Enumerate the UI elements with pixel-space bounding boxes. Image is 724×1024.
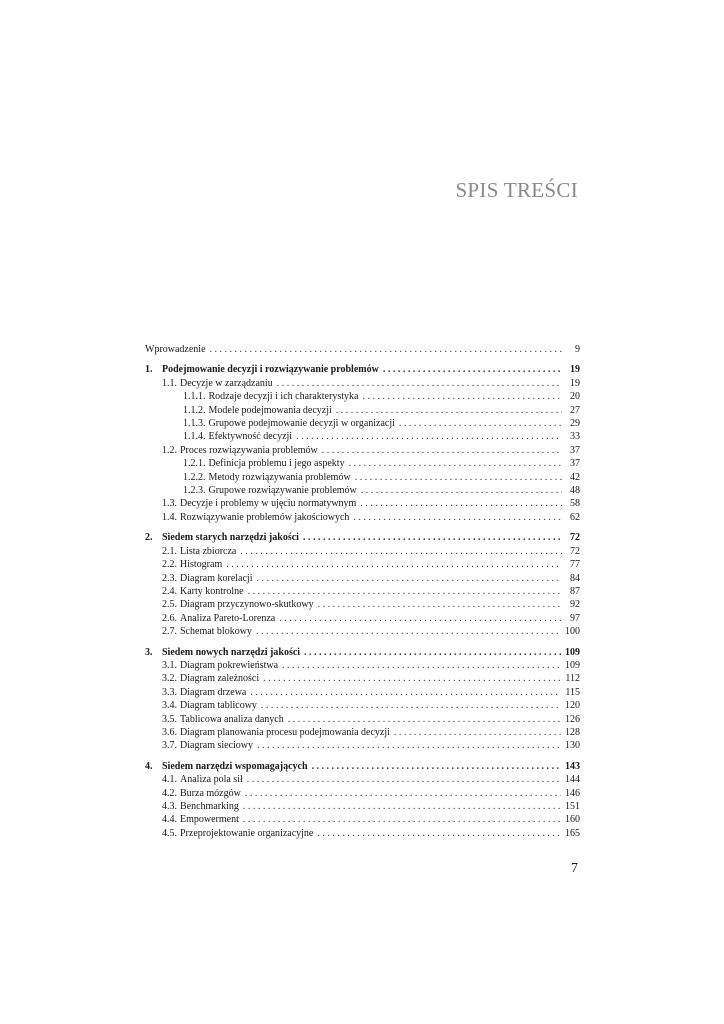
dot-leader (245, 787, 561, 800)
page-number: 7 (571, 861, 578, 876)
dot-leader (349, 457, 562, 470)
toc-entry (145, 497, 580, 510)
toc-entry-title: Empowerment (180, 814, 239, 826)
toc-entry-title: Analiza pola sił (180, 774, 243, 786)
toc-entry-title: Siedem starych narzędzi jakości (162, 532, 299, 544)
dot-leader (247, 773, 561, 786)
toc-entry-number: 3.4. (162, 700, 177, 712)
toc-entry-page: 62 (570, 511, 580, 523)
toc-entry-page: 19 (570, 377, 580, 389)
toc-entry (145, 827, 580, 840)
toc-entry-number: 2.3. (162, 572, 177, 584)
toc-entry-number: 1.1.3. (183, 418, 206, 430)
toc-entry (145, 531, 580, 544)
toc-entry-page: 130 (565, 740, 580, 752)
toc-entry-title: Efektywność decyzji (208, 431, 293, 443)
toc-entry-title: Analiza Pareto-Lorenza (180, 612, 276, 624)
dot-leader (279, 612, 562, 625)
dot-leader (210, 343, 562, 356)
toc-entry-title: Siedem nowych narzędzi jakości (162, 646, 301, 658)
toc-entry-number: 1.2.1. (183, 458, 206, 470)
toc-entry-number: 3.1. (162, 659, 177, 671)
toc-entry (145, 363, 580, 376)
table-of-contents (145, 343, 580, 840)
toc-entry-number: 1. (145, 364, 153, 376)
toc-entry-number: 4.3. (162, 801, 177, 812)
dot-leader (248, 585, 562, 598)
toc-entry-title: Rozwiązywanie problemów jakościowych (180, 511, 350, 523)
toc-entry-number: 4. (145, 760, 153, 772)
dot-leader (226, 558, 562, 571)
page-title: SPIS TREŚCI (455, 178, 578, 202)
dot-leader (303, 531, 562, 544)
toc-entry-number: 3.7. (162, 740, 177, 752)
toc-entry-number: 1.2.3. (183, 485, 206, 497)
toc-entry (145, 773, 580, 786)
toc-entry (145, 484, 580, 497)
toc-entry-title: Przeprojektowanie organizacyjne (180, 827, 314, 839)
toc-entry-page: 146 (565, 787, 580, 799)
dot-leader (336, 404, 562, 417)
toc-entry-title: Histogram (180, 559, 223, 571)
toc-entry-title: Podejmowanie decyzji i rozwiązywanie problemów (162, 364, 379, 376)
toc-entry-page: 120 (565, 700, 580, 712)
toc-entry (145, 726, 580, 739)
dot-leader (394, 726, 561, 739)
toc-entry (145, 511, 580, 524)
section-gap (145, 639, 580, 646)
dot-leader (288, 713, 561, 726)
toc-entry (145, 558, 580, 571)
toc-entry-page: 126 (565, 713, 580, 725)
toc-entry-title: Definicja problemu i jego aspekty (208, 458, 345, 470)
toc-entry-title: Diagram korelacji (180, 572, 253, 584)
toc-entry-page: 37 (570, 444, 580, 456)
dot-leader (277, 377, 562, 390)
toc-entry-number: 3.2. (162, 673, 177, 685)
toc-entry (145, 404, 580, 417)
toc-entry-number: 4.5. (162, 827, 177, 839)
toc-entry-title: Diagram planowania procesu podejmowania decyzji (180, 726, 390, 738)
toc-entry (145, 646, 580, 659)
toc-entry-title: Diagram zależności (180, 673, 260, 685)
toc-entry-title: Rodzaje decyzji i ich charakterystyka (208, 391, 359, 403)
toc-entry-number: 3.6. (162, 726, 177, 738)
toc-entry-page: 84 (570, 572, 580, 584)
toc-entry-page: 151 (565, 801, 580, 812)
toc-entry-page: 109 (565, 659, 580, 671)
toc-entry-page: 33 (570, 431, 580, 443)
dot-leader (383, 363, 562, 376)
toc-entry-page: 19 (570, 364, 580, 376)
toc-entry (145, 572, 580, 585)
toc-entry-number: 2.1. (162, 545, 177, 557)
toc-entry-page: 115 (565, 686, 580, 698)
toc-entry-number: 1.2.2. (183, 471, 206, 483)
toc-entry-number: 1.1.2. (183, 404, 206, 416)
toc-entry-number: 1.3. (162, 498, 177, 510)
toc-entry-title: Schemat blokowy (180, 626, 252, 638)
dot-leader (296, 430, 562, 443)
toc-entry-page: 143 (565, 760, 580, 772)
toc-entry-title: Benchmarking (180, 801, 239, 812)
toc-entry-page: 72 (570, 545, 580, 557)
toc-entry-page: 27 (570, 404, 580, 416)
toc-entry (145, 444, 580, 457)
toc-entry-page: 160 (565, 814, 580, 826)
toc-entry (145, 471, 580, 484)
toc-entry-page: 77 (570, 559, 580, 571)
toc-entry-title: Proces rozwiązywania problemów (180, 444, 318, 456)
toc-entry-number: 4.2. (162, 787, 177, 799)
toc-entry-page: 97 (570, 612, 580, 624)
toc-entry (145, 686, 580, 699)
toc-entry-number: 2. (145, 532, 153, 544)
dot-leader (312, 760, 561, 773)
toc-entry-page: 37 (570, 458, 580, 470)
dot-leader (261, 699, 561, 712)
toc-entry-title: Grupowe podejmowanie decyzji w organizacji (208, 418, 395, 430)
toc-entry-page: 9 (575, 344, 580, 355)
dot-leader (360, 497, 562, 510)
toc-entry-title: Diagram sieciowy (180, 740, 254, 752)
dot-leader (304, 646, 561, 659)
toc-entry-title: Grupowe rozwiązywanie problemów (208, 485, 357, 497)
dot-leader (355, 471, 562, 484)
toc-entry-number: 2.2. (162, 559, 177, 571)
toc-entry (145, 598, 580, 611)
toc-entry-page: 109 (565, 646, 580, 658)
toc-entry-number: 3. (145, 646, 153, 658)
dot-leader (362, 390, 562, 403)
dot-leader (317, 827, 561, 840)
toc-entry (145, 625, 580, 638)
toc-entry-number: 2.4. (162, 585, 177, 597)
toc-entry (145, 612, 580, 625)
toc-entry-page: 112 (565, 673, 580, 685)
toc-entry-title: Metody rozwiązywania problemów (208, 471, 351, 483)
toc-entry-page: 144 (565, 774, 580, 786)
toc-entry-number: 1.1.1. (183, 391, 206, 403)
toc-entry-title: Diagram drzewa (180, 686, 247, 698)
toc-entry-title: Diagram pokrewieństwa (180, 659, 279, 671)
toc-entry-number: 1.1. (162, 377, 177, 389)
dot-leader (399, 417, 562, 430)
toc-entry-page: 48 (570, 485, 580, 497)
dot-leader (353, 511, 562, 524)
toc-entry-page: 29 (570, 418, 580, 430)
toc-entry (145, 659, 580, 672)
toc-entry-title: Wprowadzenie (145, 344, 206, 355)
dot-leader (243, 813, 561, 826)
toc-entry-title: Decyzje w zarządzaniu (180, 377, 273, 389)
section-gap (145, 524, 580, 531)
toc-entry-title: Modele podejmowania decyzji (208, 404, 332, 416)
section-gap (145, 753, 580, 760)
toc-entry-number: 2.7. (162, 626, 177, 638)
section-gap (145, 356, 580, 363)
toc-entry-number: 1.2. (162, 444, 177, 456)
dot-leader (282, 659, 561, 672)
toc-entry-page: 20 (570, 391, 580, 403)
toc-entry-page: 42 (570, 471, 580, 483)
dot-leader (240, 545, 562, 558)
toc-entry (145, 417, 580, 430)
toc-entry-page: 165 (565, 827, 580, 839)
toc-entry-title: Tablicowa analiza danych (180, 713, 284, 725)
toc-entry (145, 545, 580, 558)
toc-entry-number: 3.5. (162, 713, 177, 725)
toc-entry (145, 672, 580, 685)
dot-leader (263, 672, 561, 685)
toc-entry-number: 2.6. (162, 612, 177, 624)
toc-entry-number: 2.5. (162, 599, 177, 611)
toc-entry (145, 377, 580, 390)
toc-entry (145, 343, 580, 356)
toc-entry-page: 87 (570, 585, 580, 597)
dot-leader (256, 625, 561, 638)
toc-entry-page: 92 (570, 599, 580, 611)
toc-entry-title: Decyzje i problemy w ujęciu normatywnym (180, 498, 357, 510)
toc-entry (145, 813, 580, 826)
toc-entry (145, 430, 580, 443)
dot-leader (243, 800, 561, 813)
toc-entry-page: 128 (565, 726, 580, 738)
toc-entry-number: 4.1. (162, 774, 177, 786)
toc-entry-title: Karty kontrolne (180, 585, 244, 597)
toc-entry (145, 787, 580, 800)
toc-entry-page: 72 (570, 532, 580, 544)
toc-entry-title: Diagram tablicowy (180, 700, 257, 712)
toc-entry (145, 585, 580, 598)
toc-entry (145, 699, 580, 712)
toc-entry-number: 4.4. (162, 814, 177, 826)
toc-entry (145, 800, 580, 813)
toc-entry (145, 390, 580, 403)
toc-entry-title: Burza mózgów (180, 787, 241, 799)
dot-leader (257, 739, 561, 752)
toc-entry (145, 457, 580, 470)
toc-entry-title: Siedem narzędzi wspomagających (162, 760, 308, 772)
toc-entry-title: Diagram przyczynowo-skutkowy (180, 599, 314, 611)
toc-entry-number: 3.3. (162, 686, 177, 698)
toc-entry (145, 739, 580, 752)
toc-entry (145, 760, 580, 773)
dot-leader (256, 572, 562, 585)
toc-entry (145, 713, 580, 726)
dot-leader (250, 686, 561, 699)
toc-entry-page: 58 (570, 498, 580, 510)
toc-entry-number: 1.1.4. (183, 431, 206, 443)
toc-entry-title: Lista zbiorcza (180, 545, 237, 557)
dot-leader (361, 484, 562, 497)
toc-entry-page: 100 (565, 626, 580, 638)
dot-leader (322, 444, 562, 457)
dot-leader (318, 598, 562, 611)
toc-entry-number: 1.4. (162, 511, 177, 523)
